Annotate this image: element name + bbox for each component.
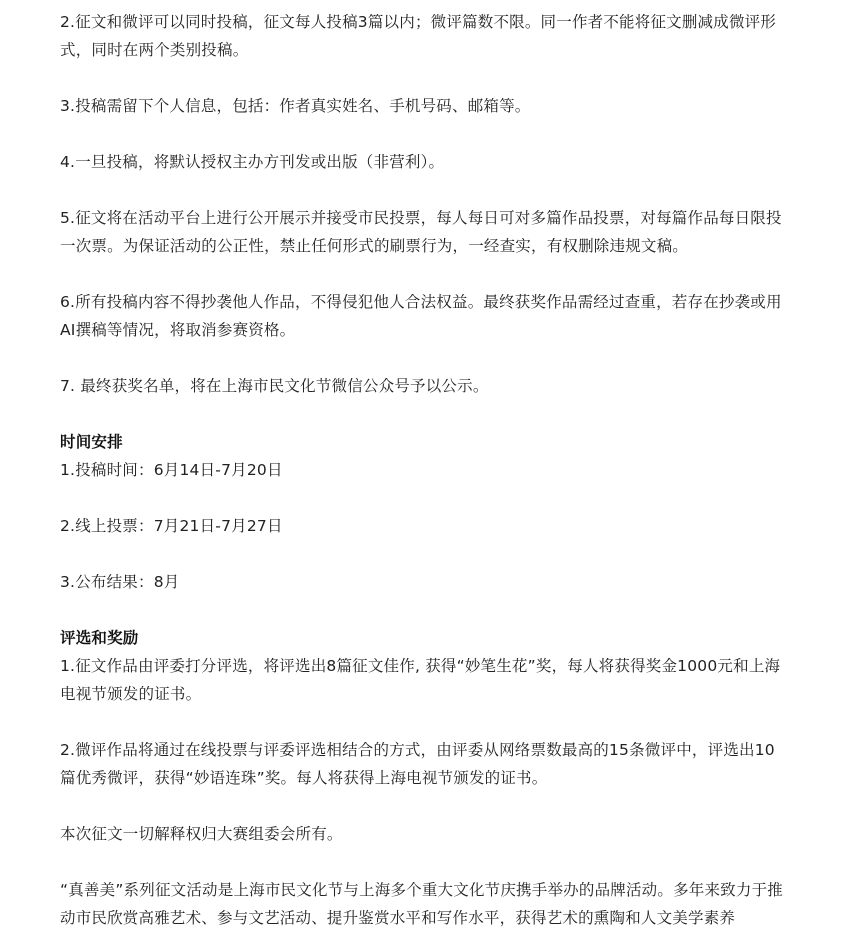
schedule-heading: 时间安排	[60, 433, 123, 451]
article-body	[60, 8, 790, 932]
rule-item-4: 4.一旦投稿，将默认授权主办方刊发或出版（非营利）。	[60, 153, 445, 171]
awards-item-essay: 1.征文作品由评委打分评选，将评选出8篇征文佳作, 获得“妙笔生花”奖，每人将获得奖金1000元和上海电视节颁发的证书。	[60, 657, 781, 703]
schedule-item-voting: 2.线上投票：7月21日-7月27日	[60, 517, 283, 535]
schedule-item-results: 3.公布结果：8月	[60, 573, 180, 591]
rule-item-5: 5.征文将在活动平台上进行公开展示并接受市民投票，每人每日可对多篇作品投票，对每篇作品每日限投一次票。为保证活动的公正性，禁止任何形式的刷票行为，一经查实，有权删除违规文稿。	[60, 209, 782, 255]
closing-paragraph: “真善美”系列征文活动是上海市民文化节与上海多个重大文化节庆携手举办的品牌活动。多年来致力于推动市民欣赏高雅艺术、参与文艺活动、提升鉴赏水平和写作水平，获得艺术的熏陶和人文美学素养	[60, 881, 783, 927]
rule-item-6: 6.所有投稿内容不得抄袭他人作品，不得侵犯他人合法权益。最终获奖作品需经过查重，若存在抄袭或用AI撰稿等情况，将取消参赛资格。	[60, 293, 782, 339]
schedule-item-submission: 1.投稿时间：6月14日-7月20日	[60, 461, 283, 479]
rule-item-7: 7. 最终获奖名单，将在上海市民文化节微信公众号予以公示。	[60, 377, 489, 395]
awards-heading: 评选和奖励	[60, 629, 139, 647]
rule-item-3: 3.投稿需留下个人信息，包括：作者真实姓名、手机号码、邮箱等。	[60, 97, 531, 115]
awards-item-micro-review: 2.微评作品将通过在线投票与评委评选相结合的方式，由评委从网络票数最高的15条微评中，评选出10篇优秀微评，获得“妙语连珠”奖。每人将获得上海电视节颁发的证书。	[60, 741, 775, 787]
disclaimer: 本次征文一切解释权归大赛组委会所有。	[60, 825, 343, 843]
rule-item-2: 2.征文和微评可以同时投稿，征文每人投稿3篇以内；微评篇数不限。同一作者不能将征文删减成微评形式，同时在两个类别投稿。	[60, 13, 777, 59]
